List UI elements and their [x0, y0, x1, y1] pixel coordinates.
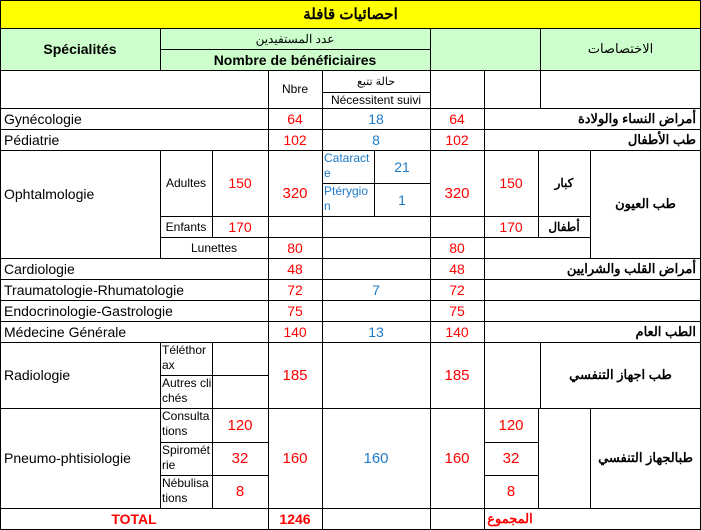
- row-pneumo-consult-count-ar: 120: [498, 416, 524, 434]
- grid-line: [0, 321, 701, 322]
- header-count-fr: Nombre de bénéficiaires: [213, 51, 377, 68]
- row-oph-cataracte-label: Cataracte: [324, 151, 370, 180]
- row-med-count-ar: 140: [445, 323, 469, 340]
- total-label-arabic: المجموع: [487, 511, 533, 526]
- row-ped-followup: 8: [372, 131, 380, 148]
- header-followup-fr: Nécessitent suivi: [330, 93, 422, 107]
- row-pneumo-spiro-count-ar: 32: [502, 450, 520, 467]
- row-gyn-label: Gynécologie: [4, 110, 82, 127]
- row-med-label: Médecine Générale: [4, 323, 127, 340]
- grid-line: [0, 70, 701, 71]
- grid-line: [484, 442, 538, 443]
- grid-line: [540, 342, 541, 408]
- row-oph-cataracte-count: 21: [394, 158, 410, 175]
- grid-line: [540, 70, 541, 108]
- grid-line: [160, 49, 430, 50]
- header-count-ar: عدد المستفيدين: [255, 31, 335, 46]
- grid-line: [0, 508, 701, 509]
- row-oph-lunettes-count-ar: 80: [449, 239, 465, 256]
- grid-line: [0, 258, 701, 259]
- grid-line: [0, 408, 701, 409]
- grid-line: [430, 70, 431, 530]
- row-card-label: Cardiologie: [4, 260, 75, 277]
- grid-line: [160, 28, 161, 70]
- row-pneumo-count: 160: [282, 449, 308, 467]
- row-radio-label: Radiologie: [4, 367, 71, 383]
- grid-line: [160, 475, 268, 476]
- grid-line: [322, 183, 430, 184]
- grid-line: [160, 216, 590, 217]
- row-gyn-arabic: أمراض النساء والولادة: [577, 110, 696, 126]
- row-trauma-count-ar: 72: [449, 281, 465, 298]
- header-ikhtisasat: الاختصاصات: [587, 41, 654, 56]
- grid-line: [0, 108, 701, 109]
- row-card-count-ar: 48: [449, 260, 465, 277]
- grid-line: [0, 0, 1, 530]
- row-pneumo-consult-label: Consultations: [162, 409, 210, 438]
- grid-line: [268, 70, 269, 530]
- row-trauma-count: 72: [287, 281, 303, 298]
- grid-line: [0, 129, 701, 130]
- row-oph-adultes-arabic: كبار: [554, 176, 574, 190]
- grid-line: [0, 279, 701, 280]
- header-specialites: Spécialités: [43, 41, 117, 57]
- row-gyn-count: 64: [287, 110, 303, 127]
- grid-line: [212, 150, 213, 237]
- grid-line: [0, 0, 701, 1]
- row-trauma-label: Traumatologie-Rhumatologie: [4, 281, 185, 298]
- row-oph-count-ar: 320: [444, 185, 470, 202]
- row-oph-lunettes-count: 80: [287, 239, 303, 256]
- row-radio-thorax-label: Téléthorax: [162, 343, 207, 372]
- row-radio-count: 185: [282, 366, 308, 384]
- row-oph-adultes-count-ar: 150: [499, 175, 523, 191]
- grid-line: [160, 342, 161, 508]
- row-pneumo-nebul-count: 8: [235, 483, 245, 500]
- row-oph-label: Ophtalmologie: [4, 185, 95, 202]
- grid-line: [484, 70, 485, 530]
- grid-line: [538, 150, 539, 237]
- row-ped-count: 102: [283, 131, 307, 148]
- row-pneumo-nebul-label: Nébulisations: [162, 476, 209, 505]
- row-oph-lunettes-label: Lunettes: [190, 240, 238, 255]
- row-med-followup: 13: [368, 323, 384, 340]
- row-oph-enfants-arabic: أطفال: [548, 219, 580, 234]
- row-pneumo-spiro-count: 32: [231, 450, 249, 467]
- grid-line: [430, 28, 431, 70]
- row-pneumo-label: Pneumo-phtisiologie: [4, 450, 131, 466]
- row-radio-autres-label: Autres clichés: [162, 376, 212, 405]
- row-oph-enfants-count-ar: 170: [499, 218, 523, 235]
- row-radio-count-ar: 185: [444, 366, 470, 384]
- row-oph-enfants-count: 170: [228, 218, 252, 235]
- grid-line: [590, 150, 591, 258]
- grid-line: [0, 150, 701, 151]
- row-ped-arabic: طب الأطفال: [627, 131, 696, 147]
- header-followup-ar: حالة تتبع: [356, 75, 395, 88]
- row-med-count: 140: [283, 323, 307, 340]
- row-oph-arabic: طب العيون: [615, 196, 676, 211]
- row-oph-enfants-label: Enfants: [165, 219, 207, 234]
- row-endo-count: 75: [287, 302, 303, 319]
- grid-line: [322, 92, 430, 93]
- row-endo-count-ar: 75: [449, 302, 465, 319]
- row-oph-pterygion-label: Ptérygion: [324, 184, 369, 213]
- grid-line: [540, 28, 541, 70]
- grid-line: [590, 408, 591, 508]
- row-gyn-followup: 18: [368, 110, 384, 127]
- row-oph-count: 320: [282, 185, 308, 202]
- grid-line: [322, 70, 323, 530]
- grid-line: [160, 375, 268, 376]
- row-pneumo-count-ar: 160: [444, 449, 470, 467]
- total-value: 1246: [279, 511, 311, 527]
- grid-line: [484, 475, 538, 476]
- row-pneumo-nebul-count-ar: 8: [506, 483, 516, 500]
- row-pneumo-spiro-label: Spirométrie: [162, 443, 211, 472]
- grid-line: [0, 300, 701, 301]
- row-ped-label: Pédiatrie: [4, 131, 60, 148]
- row-pneumo-arabic: طبالجهاز التنفسي: [598, 450, 693, 465]
- row-med-arabic: الطب العام: [635, 323, 696, 339]
- row-radio-arabic: طب اجهاز التنفسي: [569, 367, 672, 382]
- row-oph-pterygion-count: 1: [398, 191, 406, 208]
- grid-line: [160, 237, 590, 238]
- row-card-arabic: أمراض القلب والشرايين: [566, 260, 696, 276]
- grid-line: [374, 150, 375, 216]
- row-pneumo-consult-count: 120: [227, 416, 253, 434]
- header-nbre: Nbre: [281, 82, 308, 96]
- grid-line: [160, 442, 268, 443]
- grid-line: [212, 342, 213, 508]
- grid-line: [160, 150, 161, 258]
- total-label: TOTAL: [111, 511, 157, 527]
- row-ped-count-ar: 102: [445, 131, 469, 148]
- row-oph-adultes-label: Adultes: [165, 176, 207, 190]
- row-card-count: 48: [287, 260, 303, 277]
- grid-line: [0, 342, 701, 343]
- row-pneumo-followup: 160: [363, 449, 389, 467]
- row-trauma-followup: 7: [372, 281, 380, 298]
- row-gyn-count-ar: 64: [449, 110, 465, 127]
- row-oph-adultes-count: 150: [228, 175, 252, 191]
- grid-line: [538, 408, 539, 508]
- row-endo-label: Endocrinologie-Gastrologie: [4, 302, 173, 319]
- grid-line: [0, 28, 701, 29]
- page-title: احصائيات قافلة: [303, 6, 398, 23]
